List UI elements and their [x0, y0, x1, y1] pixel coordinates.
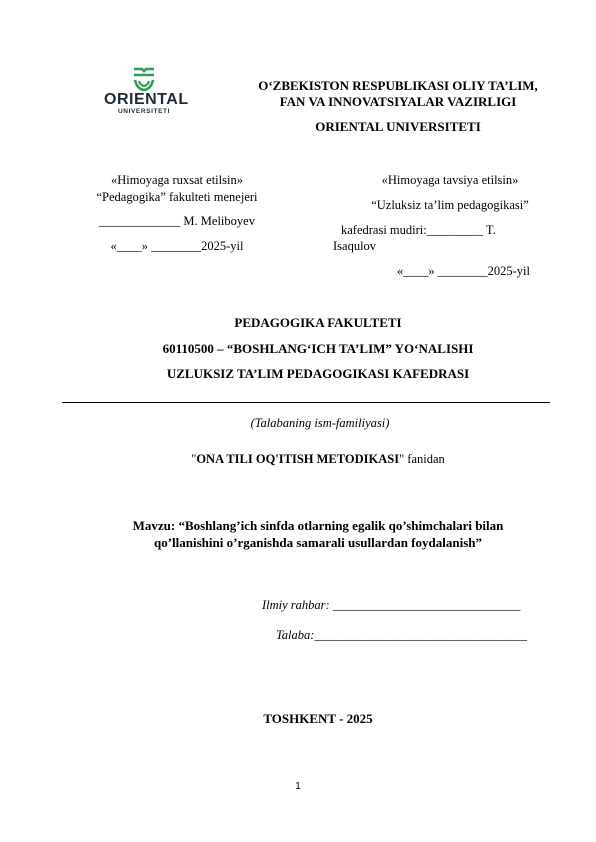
topic-line2: qo’llanishini o’rganishda samarali usullardan foydalanish” [154, 535, 482, 550]
university-logo [104, 66, 189, 130]
advisor-signature [262, 597, 520, 613]
approval-left-line4: «____» ________2025-yil [110, 239, 244, 253]
subject-quote-close: " [399, 452, 405, 466]
topic-line1: Mavzu: “Boshlang’ich sinfda otlarning egalik qo’shimchalari bilan [132, 518, 504, 533]
approval-right-line4: Isaqulov [333, 239, 377, 253]
university-name: ORIENTAL UNIVERSITETI [315, 119, 481, 134]
logo-subtitle: UNIVERSITETI [118, 108, 170, 115]
student-name-caption: (Talabaning ism-familiyasi) [250, 416, 390, 430]
approval-right-line2: “Uzluksiz ta’lim pedagogikasi” [371, 198, 529, 212]
student-signature [276, 627, 527, 643]
page-number: 1 [295, 781, 301, 792]
student-line: __________________________________ [314, 628, 527, 642]
approval-right-line1: «Himoyaga tavsiya etilsin» [381, 173, 519, 187]
approval-right-line5: «____» ________2025-yil [397, 264, 530, 278]
ministry-line-2: FAN VA INNOVATSIYALAR VAZIRLIGI [279, 94, 517, 109]
faculty-name: PEDAGOGIKA FAKULTETI [234, 315, 402, 330]
approval-left-line3: _____________ M. Meliboyev [99, 214, 255, 228]
advisor-label: Ilmiy rahbar: [262, 598, 333, 612]
advisor-line: ______________________________ [332, 598, 521, 612]
approval-right-line3: kafedrasi mudiri:_________ T. [341, 223, 496, 237]
student-name-line [62, 402, 550, 403]
student-label: Talaba: [276, 628, 315, 642]
program-name: 60110500 – “BOSHLANG‘ICH TA’LIM” YO‘NALISHI [162, 341, 474, 356]
ministry-title [230, 78, 566, 110]
subject-suffix: fanidan [404, 452, 445, 466]
subject-quote-open: " [191, 452, 197, 466]
approval-left-line1: «Himoyaga ruxsat etilsin» [111, 173, 243, 187]
subject-name: ONA TILI OQ'ITISH METODIKASI [196, 452, 400, 466]
logo-wordmark: ORIENTAL [104, 91, 189, 108]
oriental-emblem-icon [131, 66, 157, 92]
city-year: TOSHKENT - 2025 [263, 711, 373, 726]
ministry-line-1: O‘ZBEKISTON RESPUBLIKASI OLIY TA’LIM, [258, 78, 538, 93]
subject-line [40, 451, 596, 467]
approval-left-line2: “Pedagogika” fakulteti menejeri [96, 190, 258, 204]
department-name: UZLUKSIZ TA’LIM PEDAGOGIKASI KAFEDRASI [166, 366, 470, 381]
